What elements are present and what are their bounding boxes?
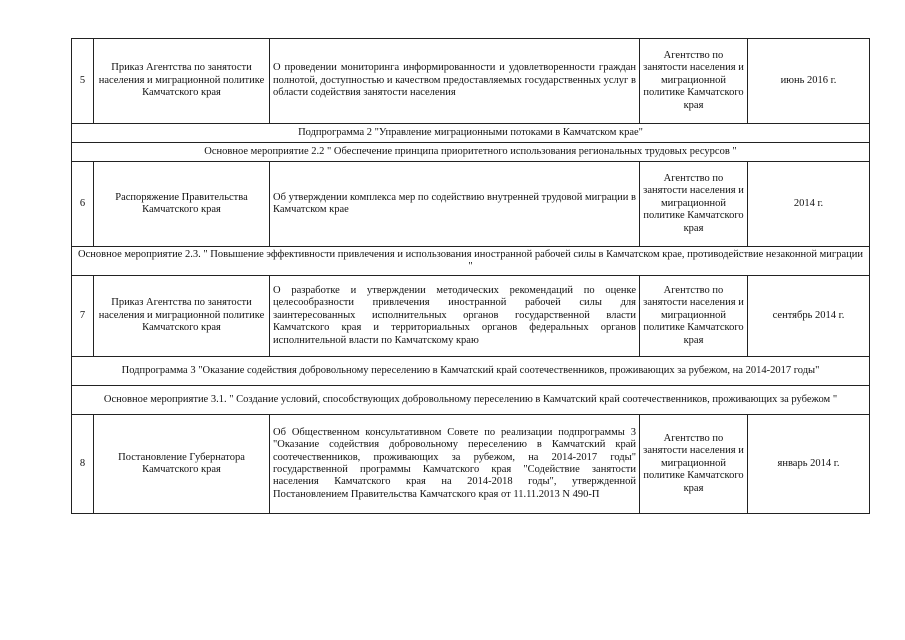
subprogram-2-heading: Подпрограмма 2 "Управление миграционными потоками в Камчатском крае"	[72, 124, 870, 143]
subprogram-3-heading: Подпрограмма 3 "Оказание содействия добровольному переселению в Камчатский край соотечественников, проживающих за рубежом, на 2014-2017 годы"	[72, 357, 870, 386]
table-row	[72, 276, 870, 357]
row-number: 7	[72, 276, 94, 357]
deadline: июнь 2016 г.	[748, 39, 870, 124]
section-row	[72, 124, 870, 143]
document-name: Об Общественном консультативном Совете по реализации подпрограммы 3 "Оказание содействия добровольному переселению в Камчатский край соотечественников, проживающих за рубежом, на 2014-2017 годы" государственной программы Камчатского края "Содействие занятости населения Камчатского края на 2014-2018 годы", утвержденной Постановлением Правительства Камчатского края от 11.11.2013 N 490-П	[270, 415, 640, 514]
executor: Агентство по занятости населения и миграционной политике Камчатского края	[640, 39, 748, 124]
row-number: 8	[72, 415, 94, 514]
executor: Агентство по занятости населения и миграционной политике Камчатского края	[640, 415, 748, 514]
measures-table	[71, 38, 870, 514]
deadline: 2014 г.	[748, 162, 870, 247]
row-number: 6	[72, 162, 94, 247]
document-name: О проведении мониторинга информированности и удовлетворенности граждан полнотой, доступностью и качеством предоставляемых государственных услуг в области содействия занятости населения	[270, 39, 640, 124]
measure-2-2-heading: Основное мероприятие 2.2 " Обеспечение принципа приоритетного использования региональных трудовых ресурсов "	[72, 143, 870, 162]
section-row	[72, 357, 870, 386]
section-row	[72, 143, 870, 162]
document-type: Приказ Агентства по занятости населения и миграционной политике Камчатского края	[94, 276, 270, 357]
deadline: сентябрь 2014 г.	[748, 276, 870, 357]
document-type: Постановление Губернатора Камчатского края	[94, 415, 270, 514]
table-row	[72, 39, 870, 124]
measure-2-3-heading: Основное мероприятие 2.3. " Повышение эффективности привлечения и использования иностранной рабочей силы в Камчатском крае, противодействие незаконной миграции "	[72, 247, 870, 276]
document-type: Распоряжение Правительства Камчатского края	[94, 162, 270, 247]
document-type: Приказ Агентства по занятости населения и миграционной политике Камчатского края	[94, 39, 270, 124]
deadline: январь 2014 г.	[748, 415, 870, 514]
measure-3-1-heading: Основное мероприятие 3.1. " Создание условий, способствующих добровольному переселению в Камчатский край соотечественников, проживающих за рубежом "	[72, 386, 870, 415]
section-row	[72, 247, 870, 276]
table-row	[72, 162, 870, 247]
section-row	[72, 386, 870, 415]
row-number: 5	[72, 39, 94, 124]
document-name: Об утверждении комплекса мер по содействию внутренней трудовой миграции в Камчатском крае	[270, 162, 640, 247]
executor: Агентство по занятости населения и миграционной политике Камчатского края	[640, 276, 748, 357]
document-name: О разработке и утверждении методических рекомендаций по оценке целесообразности привлечения иностранной рабочей силы для заинтересованных исполнительных органов государственной власти Камчатского края и территориальных органов федеральных органов исполнительной власти по Камчатскому краю	[270, 276, 640, 357]
executor: Агентство по занятости населения и миграционной политике Камчатского края	[640, 162, 748, 247]
table-row	[72, 415, 870, 514]
